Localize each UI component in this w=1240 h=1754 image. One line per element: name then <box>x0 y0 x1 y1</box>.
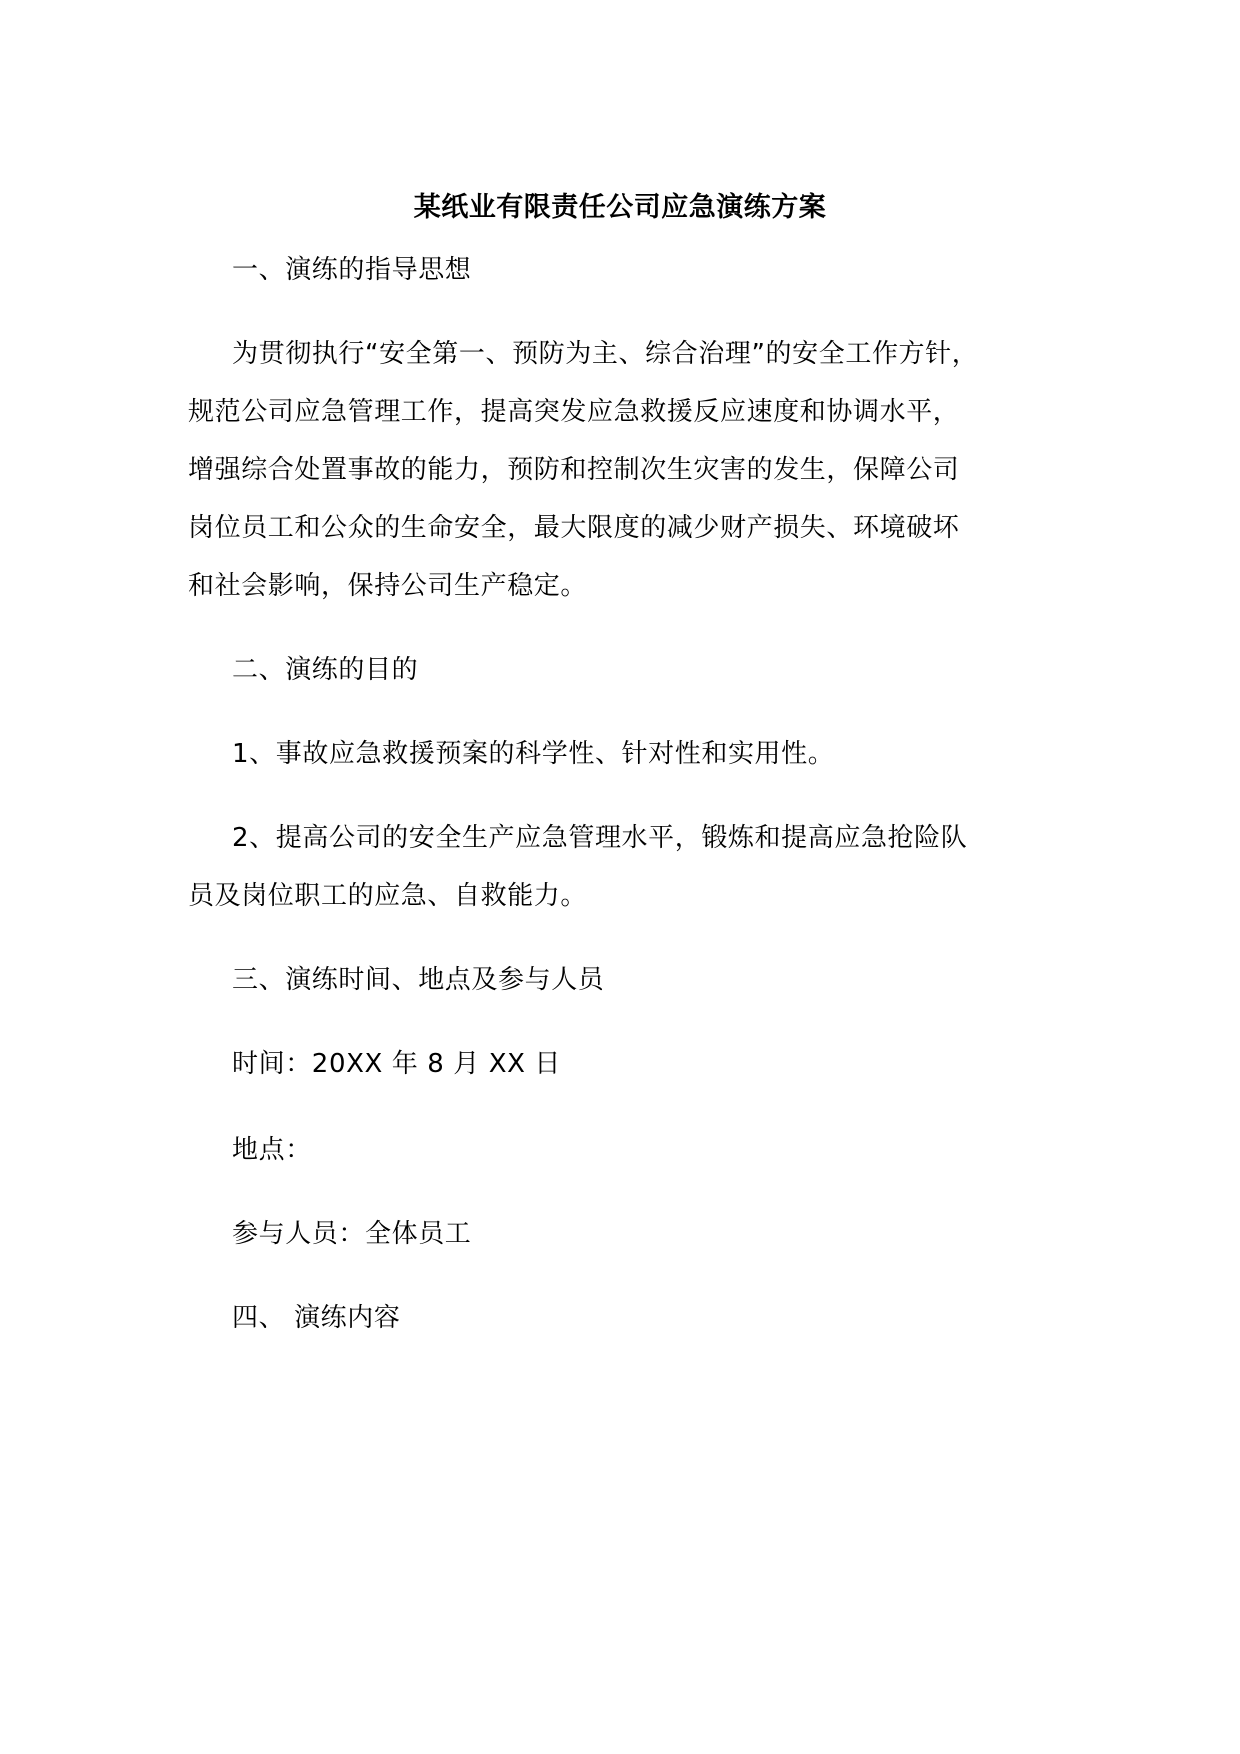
section4-heading: 四、 演练内容 <box>232 1303 401 1333</box>
purpose-item-1: 1、事故应急救援预案的科学性、针对性和实用性。 <box>232 739 835 769</box>
section1-para-line-2: 规范公司应急管理工作，提高突发应急救援反应速度和协调水平， <box>188 397 960 427</box>
document-title: 某纸业有限责任公司应急演练方案 <box>413 192 827 223</box>
section1-heading: 一、演练的指导思想 <box>232 255 472 285</box>
section3-heading: 三、演练时间、地点及参与人员 <box>232 965 605 995</box>
purpose-item-2-line-1: 2、提高公司的安全生产应急管理水平，锻炼和提高应急抢险队 <box>232 823 968 853</box>
section2-heading: 二、演练的目的 <box>232 655 419 685</box>
section1-para-line-5: 和社会影响，保持公司生产稳定。 <box>188 571 588 601</box>
participants-line: 参与人员：全体员工 <box>232 1219 472 1249</box>
section1-para-line-4: 岗位员工和公众的生命安全，最大限度的减少财产损失、环境破坏 <box>188 513 960 543</box>
time-line: 时间：20XX 年 8 月 XX 日 <box>232 1049 561 1079</box>
purpose-item-2-line-2: 员及岗位职工的应急、自救能力。 <box>188 881 588 911</box>
place-line: 地点： <box>232 1135 312 1165</box>
section1-para-line-3: 增强综合处置事故的能力，预防和控制次生灾害的发生，保障公司 <box>188 455 960 485</box>
section1-para-line-1: 为贯彻执行“安全第一、预防为主、综合治理”的安全工作方针， <box>232 339 979 369</box>
